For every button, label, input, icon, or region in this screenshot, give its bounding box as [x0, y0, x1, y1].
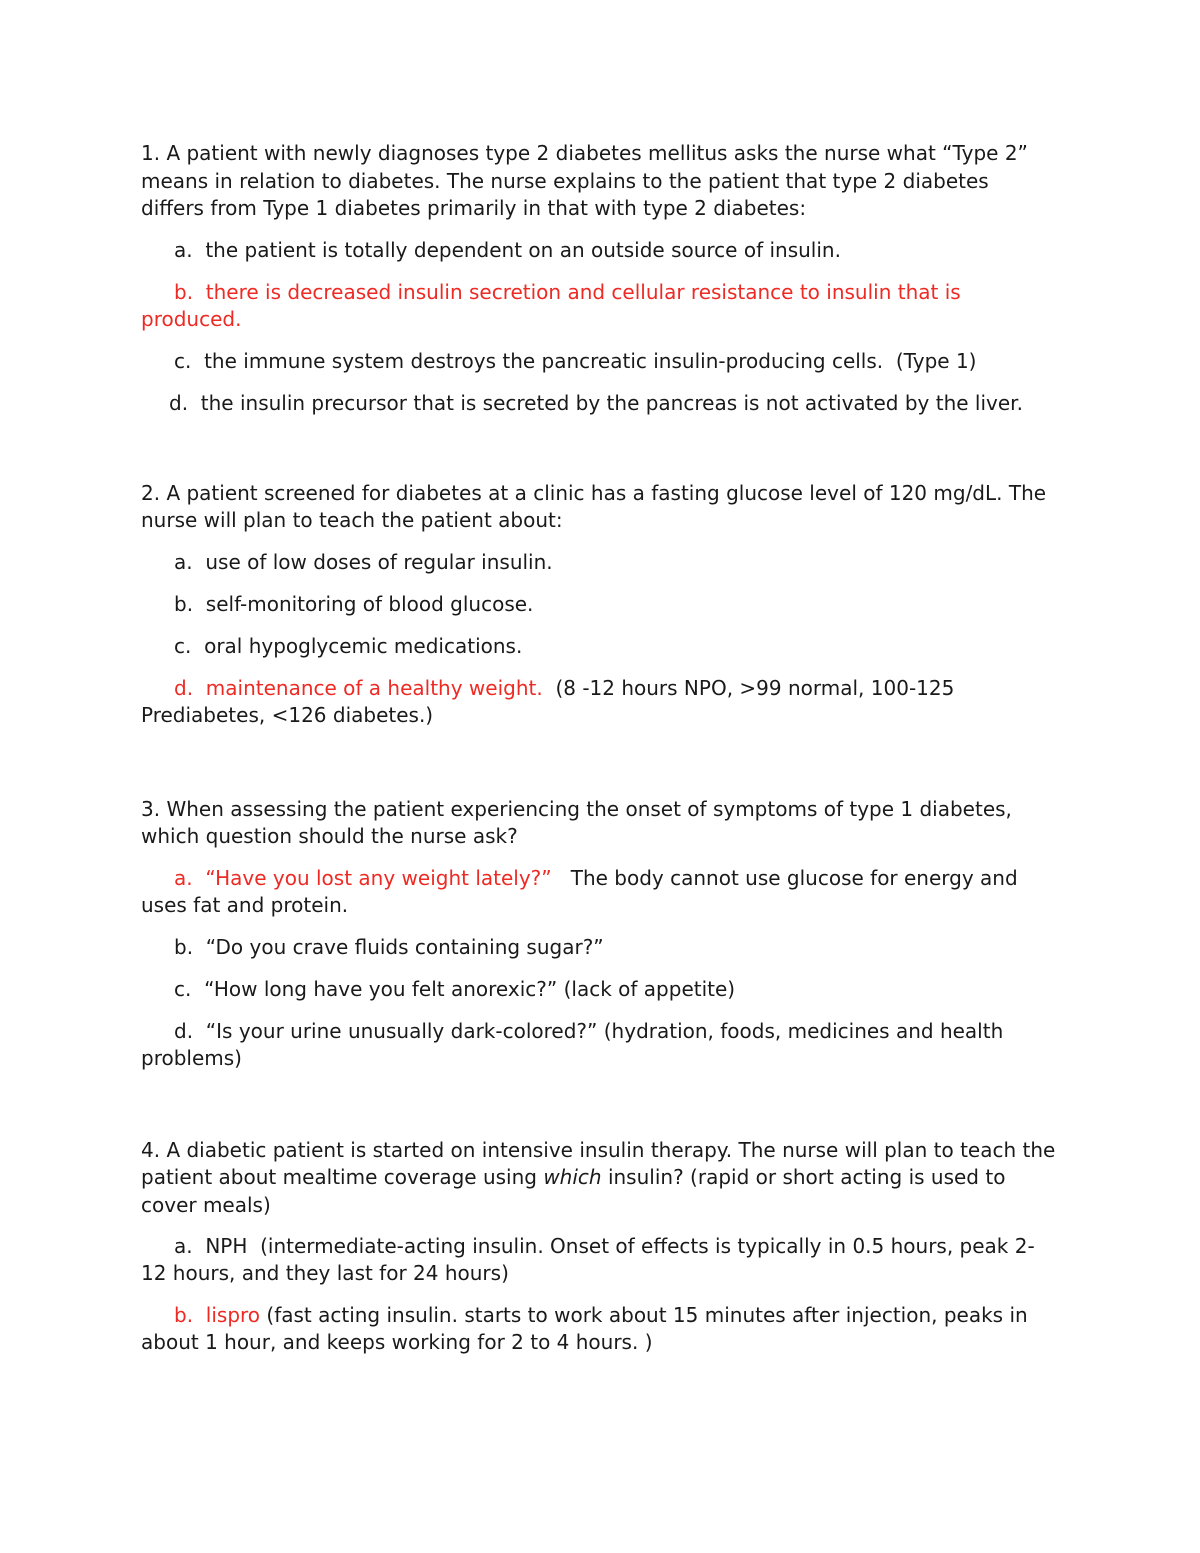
answer-option-a: [141, 237, 1056, 264]
option-text: maintenance of a healthy weight.: [205, 675, 543, 700]
answer-option-a: [141, 549, 1056, 576]
answer-option-b: [141, 591, 1056, 618]
answer-option-b-correct: [141, 279, 1056, 333]
option-letter: c.: [174, 976, 192, 1001]
option-text: the immune system destroys the pancreatic insulin-producing cells.: [204, 348, 884, 373]
answer-option-a: [141, 1233, 1056, 1287]
option-letter: b.: [174, 934, 194, 959]
option-text: oral hypoglycemic medications.: [204, 633, 523, 658]
option-text: use of low doses of regular insulin.: [205, 549, 553, 574]
option-letter: b.: [174, 279, 194, 304]
option-text: “Is your urine unusually dark-colored?”: [205, 1018, 598, 1043]
option-letter: c.: [174, 633, 192, 658]
option-letter: d.: [174, 675, 194, 700]
option-letter: a.: [174, 237, 193, 262]
stem-text-after: insulin? (rapid or short acting is used to cover meals): [141, 1165, 1006, 1217]
question-stem: [141, 1137, 1056, 1220]
question-4: [141, 1137, 1056, 1357]
spacer: [141, 744, 1056, 796]
option-text: the insulin precursor that is secreted by the pancreas is not activated by the liver.: [200, 390, 1023, 415]
spacer: [141, 432, 1056, 480]
option-letter: d.: [174, 1018, 194, 1043]
option-text: “Have you lost any weight lately?”: [205, 865, 552, 890]
answer-option-d: [141, 390, 1056, 417]
option-note: (hydration, foods, medicines and health problems): [141, 1018, 1004, 1070]
question-stem: 3. When assessing the patient experiencing the onset of symptoms of type 1 diabetes, which question should the nurse ask?: [141, 796, 1012, 848]
option-note: (8 -12 hours NPO, >99 normal, 100-125 Prediabetes, <126 diabetes.): [141, 675, 955, 727]
option-text: “Do you crave fluids containing sugar?”: [205, 934, 604, 959]
answer-option-c: [141, 976, 1056, 1003]
option-note: (Type 1): [895, 348, 977, 373]
option-letter: b.: [174, 1303, 194, 1327]
question-2: [141, 480, 1056, 729]
option-note: The body cannot use glucose for energy and uses fat and protein.: [141, 865, 1018, 917]
option-letter: b.: [174, 591, 194, 616]
option-letter: d.: [169, 390, 189, 415]
option-letter: a.: [174, 549, 193, 574]
option-text: NPH: [205, 1234, 248, 1258]
answer-option-d-correct: [141, 675, 1056, 729]
option-text: there is decreased insulin secretion and cellular resistance to insulin that is produced.: [141, 279, 961, 331]
option-letter: c.: [174, 348, 192, 373]
question-stem: 1. A patient with newly diagnoses type 2 diabetes mellitus asks the nurse what “Type 2” means in relation to diabetes. The nurse explains to the patient that type 2 diabetes differs from Type 1 diabetes primarily in that with type 2 diabetes:: [141, 141, 1028, 220]
option-text: the patient is totally dependent on an outside source of insulin.: [205, 237, 841, 262]
option-text: self-monitoring of blood glucose.: [205, 591, 534, 616]
option-text: “How long have you felt anorexic?”: [204, 976, 558, 1001]
option-note: (intermediate-acting insulin. Onset of effects is typically in 0.5 hours, peak 2-12 hours, and they last for 24 hours): [141, 1234, 1035, 1285]
document-page: [141, 140, 1056, 1371]
option-text: lispro: [205, 1303, 261, 1327]
question-1: [141, 140, 1056, 417]
answer-option-c: [141, 633, 1056, 660]
answer-option-b-correct: [141, 1302, 1056, 1356]
option-letter: a.: [174, 865, 193, 890]
option-letter: a.: [174, 1234, 193, 1258]
answer-option-b: [141, 934, 1056, 961]
option-note: (fast acting insulin. starts to work about 15 minutes after injection, peaks in about 1 hour, and keeps working for 2 to 4 hours. ): [141, 1303, 1028, 1354]
spacer: [141, 1087, 1056, 1137]
question-stem: 2. A patient screened for diabetes at a clinic has a fasting glucose level of 120 mg/dL. The nurse will plan to teach the patient about:: [141, 480, 1047, 532]
answer-option-a-correct: [141, 865, 1056, 919]
answer-option-c: [141, 348, 1056, 375]
stem-text-before: 4. A diabetic patient is started on intensive insulin therapy. The nurse will plan to teach the patient about mealtime coverage using: [141, 1137, 1056, 1189]
stem-emphasis: which: [543, 1165, 602, 1189]
question-3: [141, 796, 1056, 1072]
answer-option-d: [141, 1018, 1056, 1072]
option-note: (lack of appetite): [563, 976, 736, 1001]
